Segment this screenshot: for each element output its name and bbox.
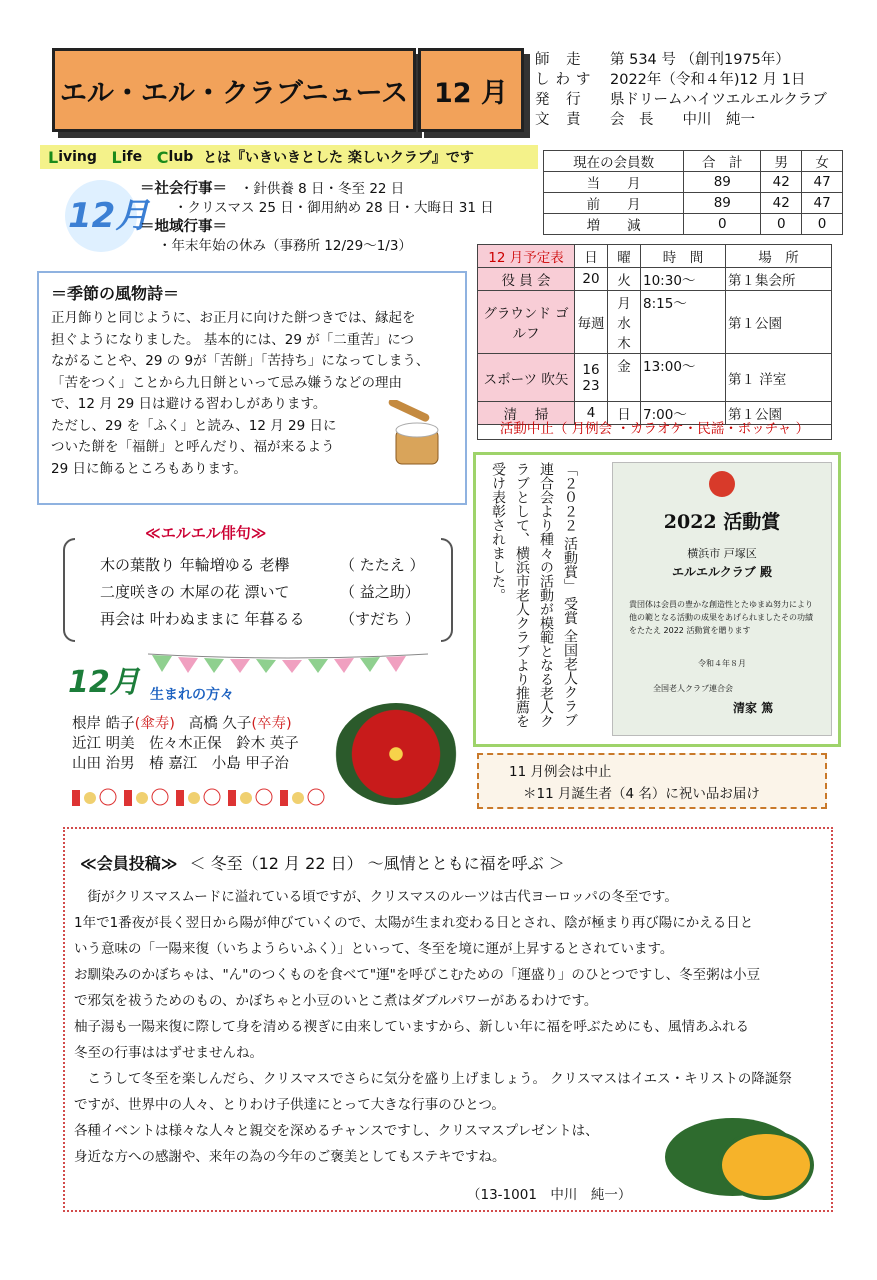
haiku-list bbox=[100, 552, 425, 633]
november-notice: 11 月例会は中止 ＊11 月誕生者（4 名）に祝い品お届け bbox=[477, 753, 827, 809]
list-item: 二度咲きの 木犀の花 漂いて （ 益之助） bbox=[100, 583, 420, 601]
poinsettia-image bbox=[335, 703, 457, 805]
issue-month: 12 月 bbox=[418, 48, 524, 132]
pumpkin-slice-image bbox=[718, 1130, 814, 1200]
award-announcement: 「２０２２ 活動賞」 受賞 全国老人クラブ連合会より種々の活動が模範となる老人クラブとして、横浜市老人クラブより推薦を受け表彰されました。 bbox=[490, 462, 578, 728]
masthead-row: しわす 2022年（令和４年)12 月 1日 bbox=[535, 72, 806, 88]
member-count-table: 現在の会員数 合 計 男 女 当 月 89 42 47 前 月 89 42 47 増 減 0 0 0 bbox=[543, 150, 843, 235]
member-post-body: 街がクリスマスムードに溢れている頃ですが、クリスマスのルーツは古代ヨーロッパの冬至です。 1年で1番夜が長く翌日から陽が伸びていくので、太陽が生まれ変わる日とされ、陰が極まり再び陽にかえる日と いう意味の「一陽来復（いちようらいふく）」といって、冬至を境に運が上昇するとされています。 お馴染みのかぼちゃは、"ん"のつくものを食べて"運"を呼びこむための「運盛り」のひとつですし、冬至粥は小豆 で邪気を祓うためのもの、かぼちゃと小豆のいとこ煮はダブルパワーがあるわけです。 柚子湯も一陽来復に際して身を清める禊ぎに由来していますから、新しい年に福を呼ぶためにも、風情あふれる 冬至の行事ははずせませんね。 こうして冬至を楽しんだら、クリスマスでさらに気分を盛り上げましょう。 クリスマスはイエス・キリストの降誕祭 ですが、世界中の人々、とりわけ子供達にとって大きな行事のひとつ。 各種イベントは様々な人々と親交を深めるチャンスですし、クリスマスプレゼントは、 身近な方への感謝や、来年の為の今年のご褒美としてもステキですね。 bbox=[74, 889, 792, 1165]
mochi-pounding-icon bbox=[382, 400, 452, 470]
table-row: 当 月 89 42 47 bbox=[544, 172, 843, 193]
haiku-bracket-right bbox=[441, 538, 453, 642]
table-row: 清 掃 4 日 7:00～ 第１公園 bbox=[478, 402, 832, 425]
member-post-title: ≪会員投稿≫ ＜ 冬至（12 月 22 日） ～風情とともに福を呼ぶ ＞ bbox=[80, 854, 565, 873]
birthday-names: 根岸 皓子(傘寿) 高橋 久子(卒寿) 近江 明美 佐々木正保 鈴木 英子 山田 治男 椿 嘉江 小島 甲子治 bbox=[72, 716, 299, 772]
newsletter-title: エル・エル・クラブニュース bbox=[52, 48, 416, 132]
award-certificate: 2022 活動賞 横浜市 戸塚区 エルエルクラブ 殿 貴団体は会員の豊かな創造性とたゆまぬ努力により他の範となる活動の成果をあげられましたその功績をたたえ 2022 活動賞を贈ります 令和４年８月 全国老人クラブ連合会 清家 篤 bbox=[612, 462, 832, 736]
monthly-events: ＝社会行事＝ ・針供養 8 日・冬至 22 日 ・クリスマス 25 日・御用納め 28 日・大晦日 31 日 ＝地域行事＝ ・年末年始の休み（事務所 12/29～1/3） bbox=[140, 181, 494, 254]
haiku-title: ≪エルエル俳句≫ bbox=[145, 524, 267, 542]
activity-suspension-note: 活動中止（ 月例会 ・カラオケ・民謡・ボッチャ ） bbox=[477, 418, 832, 440]
masthead-row: 文 責 会 長 中川 純一 bbox=[535, 112, 755, 128]
seasonal-article: ＝季節の風物詩＝ 正月飾りと同じように、お正月に向けた餅つきでは、縁起を 担ぐようになりました。 基本的には、29 が「二重苦」につ ながることや、29 の 9が「苦餅」「苦持ち」になってしまう、 「苦をつく」ことから九日餅といって忌み嫌うなどの理由 で、12 月 29 日は避ける習わしがあります。 ただし、29 を「ふく」と読み、12 月 29 日に ついた餅を「福餅」と呼んだり、福が来るよう 29 日に飾るところもあります。 bbox=[37, 271, 467, 505]
table-row: 役 員 会 20 火 10:30～ 第１集会所 bbox=[478, 268, 832, 291]
schedule-table: 12 月予定表 日 曜 時 間 場 所 役 員 会 20 火 10:30～ 第１集会所 グラウンド ゴルフ 毎週 月 水 木 8:15～ 第１公園 スポーツ 吹矢 16 23 金 13:00～ 第１ 洋室 清 掃 4 日 7:00～ 第１公園 bbox=[477, 244, 832, 425]
month-icon-label: 12月 bbox=[68, 196, 150, 236]
birthday-subtitle: 生まれの方々 bbox=[150, 687, 234, 703]
list-item: 木の葉散り 年輪増ゆる 老欅 （ たたえ ） bbox=[100, 556, 425, 574]
table-row: スポーツ 吹矢 16 23 金 13:00～ 第１ 洋室 bbox=[478, 354, 832, 402]
article-title: ＝季節の風物詩＝ bbox=[51, 284, 180, 303]
masthead-row: 師 走 第 534 号 （創刊1975年） bbox=[535, 52, 790, 68]
haiku-bracket-left bbox=[63, 538, 75, 642]
masthead-row: 発 行 県ドリームハイツエルエルクラブ bbox=[535, 92, 827, 108]
list-item: 再会は 叶わぬままに 年暮るる （すだち ） bbox=[100, 610, 420, 628]
table-row: 前 月 89 42 47 bbox=[544, 193, 843, 214]
birthday-month: 12月 bbox=[68, 665, 140, 700]
masthead bbox=[535, 50, 835, 130]
christmas-ornaments-row bbox=[68, 782, 328, 808]
post-signature: （13-1001 中川 純一） bbox=[467, 1187, 632, 1203]
table-row: グラウンド ゴルフ 毎週 月 水 木 8:15～ 第１公園 bbox=[478, 291, 832, 354]
club-tagline: L iving L ife C lub とは『いきいきとした 楽しいクラブ』です bbox=[40, 145, 538, 169]
emblem-icon bbox=[709, 471, 735, 497]
table-row: 増 減 0 0 0 bbox=[544, 214, 843, 235]
bunting-decoration bbox=[148, 652, 428, 674]
